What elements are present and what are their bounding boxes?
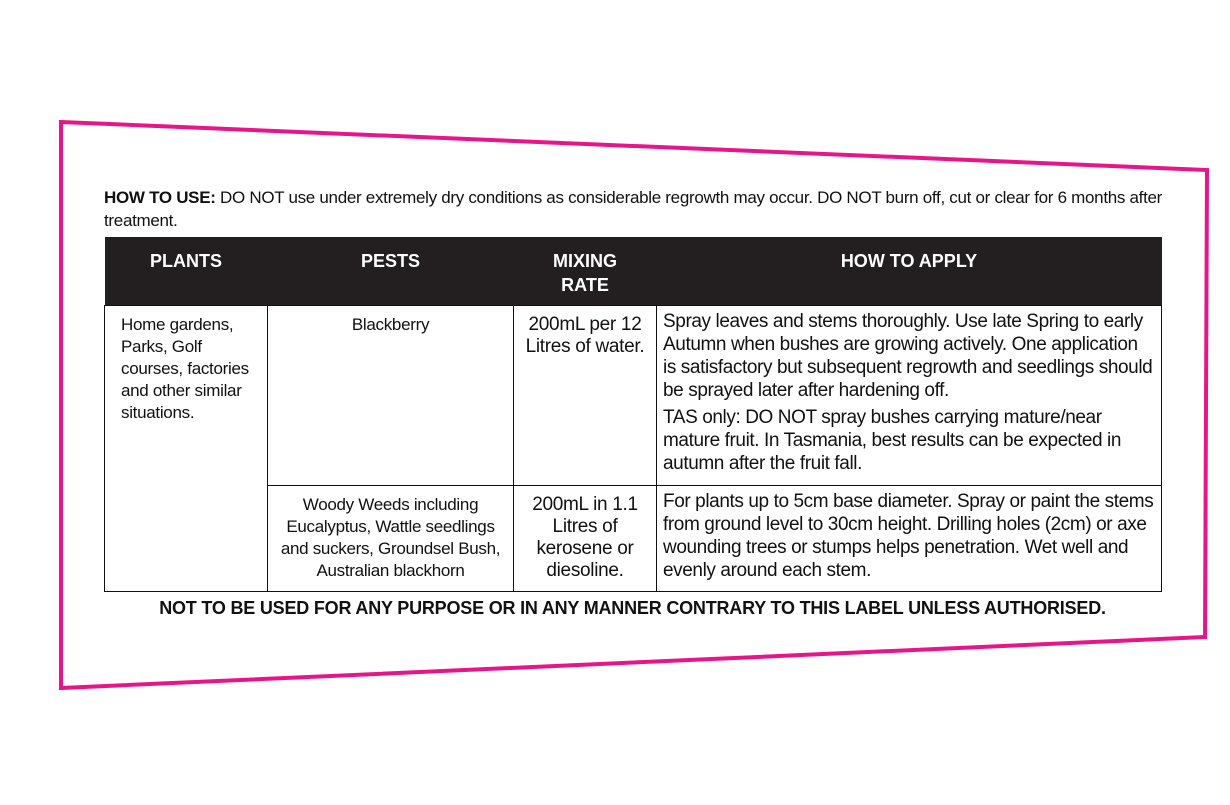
pests-cell: Woody Weeds including Eucalyptus, Wattle seedlings and suckers, Groundsel Bush, Australian blackhorn xyxy=(268,485,514,591)
how-to-use-lead: HOW TO USE: xyxy=(104,188,216,207)
how-to-apply-cell xyxy=(657,485,1162,591)
table-row xyxy=(105,305,1162,485)
how-to-use-text: DO NOT use under extremely dry conditions as considerable regrowth may occur. DO NOT burn off, cut or clear for 6 months after treatment. xyxy=(104,188,1163,230)
mixing-rate-cell: 200mL in 1.1 Litres of kerosene or diesoline. xyxy=(514,485,657,591)
directions-table xyxy=(104,237,1162,592)
pests-cell: Blackberry xyxy=(268,305,514,485)
apply-paragraph: For plants up to 5cm base diameter. Spray or paint the stems from ground level to 30cm height. Drilling holes (2cm) or axe wounding trees or stumps helps penetration. Wet well and evenly around each stem. xyxy=(663,490,1154,581)
table-header-row xyxy=(105,237,1162,305)
apply-paragraph: Spray leaves and stems thoroughly. Use late Spring to early Autumn when bushes are growing actively. One application is satisfactory but subsequent regrowth and seedlings should be sprayed later after hardening off. xyxy=(663,310,1153,401)
header-pests: PESTS xyxy=(268,237,514,305)
header-mixing-rate xyxy=(514,237,657,305)
apply-paragraph: TAS only: DO NOT spray bushes carrying mature/near mature fruit. In Tasmania, best results can be expected in autumn after the fruit fall. xyxy=(663,406,1122,474)
how-to-use-intro xyxy=(104,186,1164,232)
how-to-apply-cell xyxy=(657,305,1162,485)
mixing-rate-cell: 200mL per 12 Litres of water. xyxy=(514,305,657,485)
header-rate-line2: RATE xyxy=(561,275,609,295)
footer-warning: NOT TO BE USED FOR ANY PURPOSE OR IN ANY MANNER CONTRARY TO THIS LABEL UNLESS AUTHORISED. xyxy=(159,598,1106,618)
header-how-to-apply: HOW TO APPLY xyxy=(657,237,1162,305)
header-rate-line1: MIXING xyxy=(552,251,617,271)
header-plants: PLANTS xyxy=(105,237,268,305)
plants-cell: Home gardens, Parks, Golf courses, factories and other similar situations. xyxy=(105,305,268,591)
